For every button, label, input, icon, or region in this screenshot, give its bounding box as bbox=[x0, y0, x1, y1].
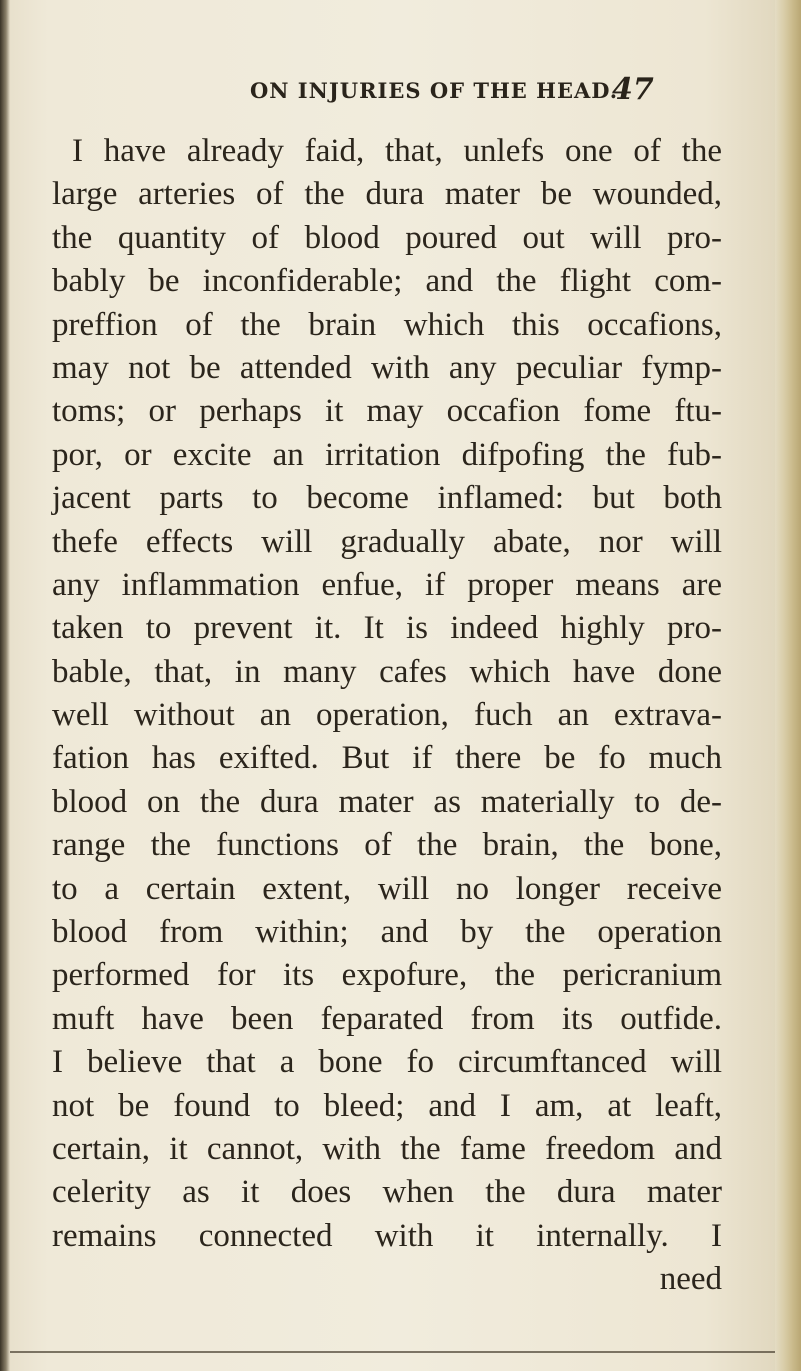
text-line: to a certain extent, will no longer receive bbox=[52, 870, 722, 907]
text-line: any inflammation enfue, if proper means are bbox=[52, 566, 722, 603]
text-line: not be found to bleed; and I am, at leaft, bbox=[52, 1087, 722, 1124]
text-line: fation has exifted. But if there be fo much bbox=[52, 740, 722, 777]
text-line: blood from within; and by the operation bbox=[52, 914, 722, 951]
text-line: muft have been feparated from its outfide. bbox=[52, 1000, 722, 1037]
page-number: 47 bbox=[612, 72, 654, 107]
text-line: jacent parts to become inflamed: but both bbox=[52, 480, 722, 517]
page-header bbox=[0, 72, 801, 112]
text-line: blood on the dura mater as materially to de- bbox=[52, 783, 722, 820]
text-line: preffion of the brain which this occafions, bbox=[52, 306, 722, 343]
text-line: certain, it cannot, with the fame freedom and bbox=[52, 1130, 722, 1167]
text-line: range the functions of the brain, the bone, bbox=[52, 827, 722, 864]
page-gutter-shadow bbox=[0, 0, 10, 1371]
text-line: celerity as it does when the dura mater bbox=[52, 1174, 722, 1211]
text-line: I believe that a bone fo circumftanced will bbox=[52, 1044, 722, 1081]
catchword: need bbox=[659, 1261, 722, 1298]
text-line: bably be inconfiderable; and the flight com- bbox=[52, 263, 722, 300]
text-line: well without an operation, fuch an extrava- bbox=[52, 697, 722, 734]
text-line: remains connected with it internally. I bbox=[52, 1217, 722, 1254]
page-edge bbox=[775, 0, 801, 1371]
text-line: toms; or perhaps it may occafion fome ftu- bbox=[52, 393, 722, 430]
body-text bbox=[52, 130, 722, 1302]
text-line: bable, that, in many cafes which have done bbox=[52, 653, 722, 690]
text-line: the quantity of blood poured out will pro- bbox=[52, 219, 722, 256]
text-line: large arteries of the dura mater be wounded, bbox=[52, 176, 722, 213]
text-line: I have already faid, that, unlefs one of the bbox=[72, 133, 722, 169]
page-bottom-edge bbox=[10, 1351, 775, 1353]
text-line: may not be attended with any peculiar fymp- bbox=[52, 349, 722, 386]
text-line: taken to prevent it. It is indeed highly pro- bbox=[52, 610, 722, 647]
text-line: performed for its expofure, the pericranium bbox=[52, 957, 722, 994]
running-head: ON INJURIES OF THE HEAD. bbox=[250, 78, 619, 103]
text-line: thefe effects will gradually abate, nor will bbox=[52, 523, 722, 560]
text-line: por, or excite an irritation difpofing the fub- bbox=[52, 436, 722, 473]
